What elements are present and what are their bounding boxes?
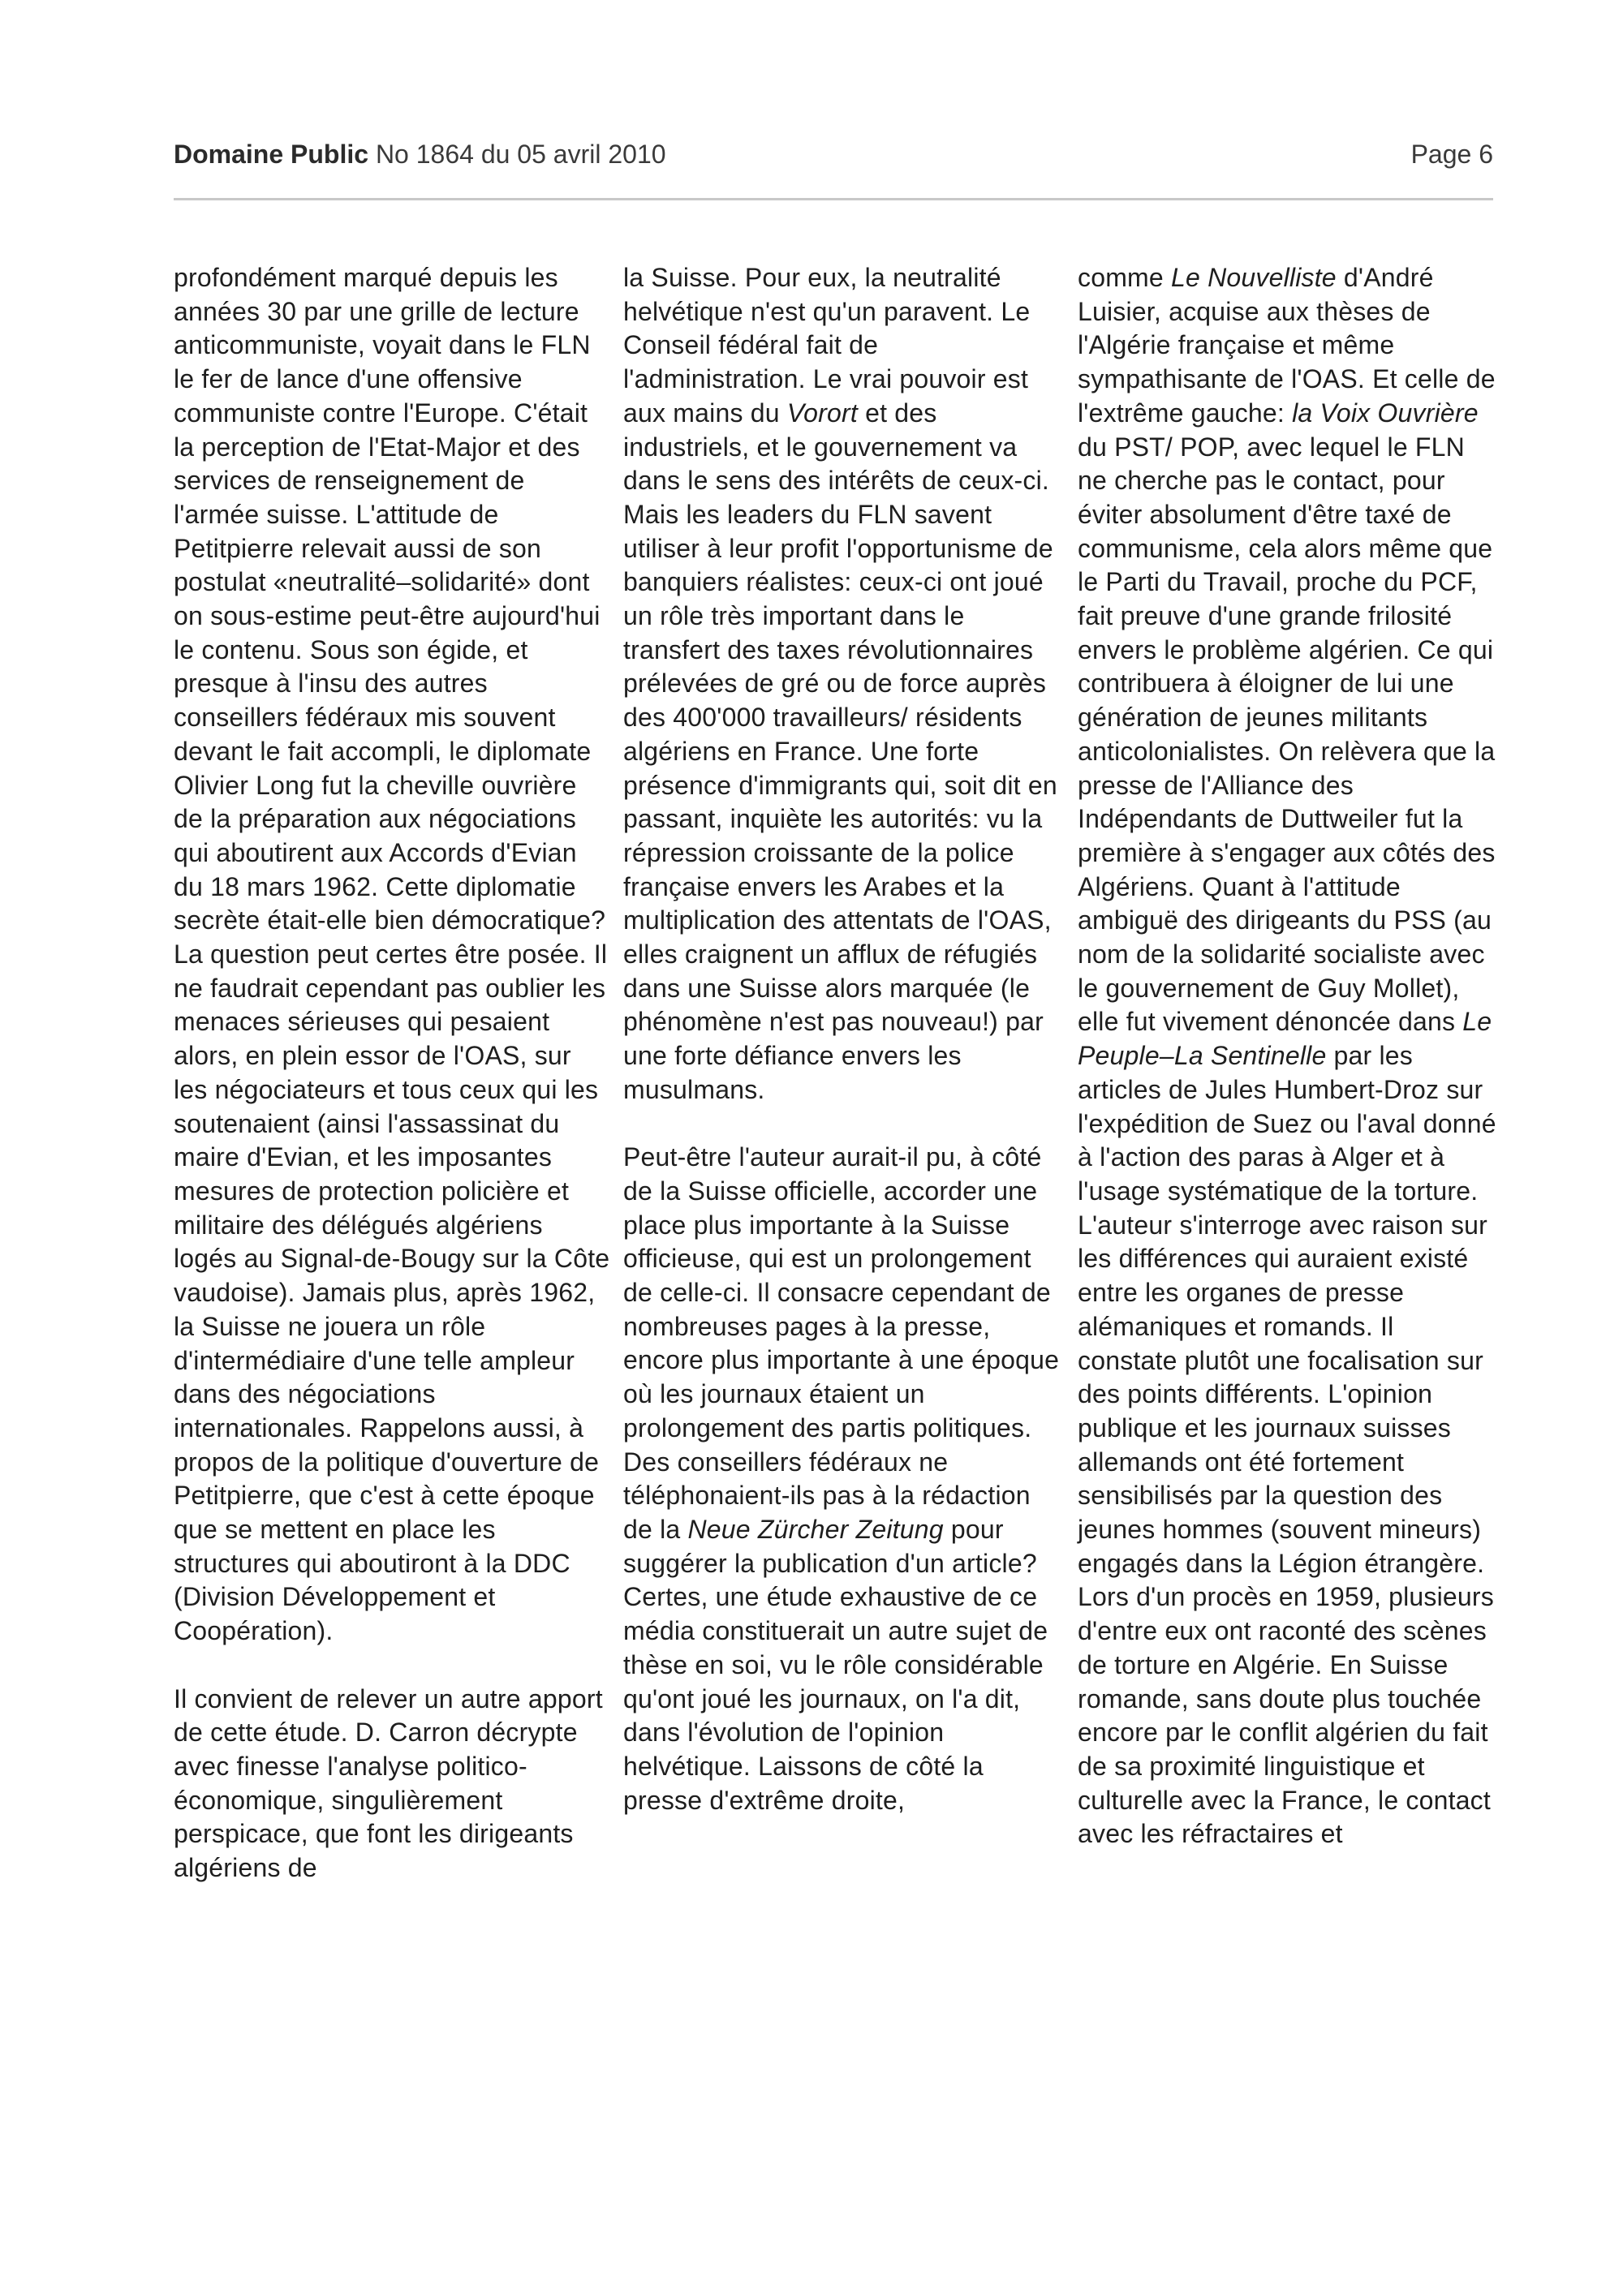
page-number: Page 6 (1410, 140, 1493, 169)
issue-info: No 1864 du 05 avril 2010 (375, 140, 666, 169)
page-header (174, 135, 1493, 174)
text-segment: et des industriels, et le gouvernement va dans le sens des intérêts de ceux-ci. Mais les leaders du FLN savent utiliser à leur profit l'opportunisme de banquiers réalistes: ceux-ci ont joué un rôle très important dans le transfert des taxes révolutionnaires prélevées de gré ou de force auprès des 400'000 travailleurs/ résidents algériens en France. Une forte présence d'immigrants qui, soit dit en passant, inquiète les autorités: vu la répression croissante de la police française envers les Arabes et la multiplication des attentats de l'OAS, elles craignent un afflux de réfugiés dans une Suisse alors marquée (le phénomène n'est pas nouveau!) par une forte défiance envers les musulmans. (623, 398, 1057, 1104)
text-segment: Il convient de relever un autre apport de cette étude. D. Carron décrypte avec finesse l'analyse politico-économique, singulièrement perspicace, que font les dirigeants algériens de (174, 1683, 603, 1883)
text-segment: d'André Luisier, acquise aux thèses de l'Algérie française et même sympathisante de l'OAS. Et celle de l'extrême gauche: (1078, 263, 1496, 428)
text-segment: du PST/ POP, avec lequel le FLN ne cherche pas le contact, pour éviter absolument d'être taxé de communisme, cela alors même que le Parti du Travail, proche du PCF, fait preuve d'une grande frilosité envers le problème algérien. Ce qui contribuera à éloigner de lui une génération de jeunes militants anticolonialistes. On relèvera que la presse de l'Alliance des Indépendants de Duttweiler fut la première à s'engager aux côtés des Algériens. Quant à l'attitude ambiguë des dirigeants du PSS (au nom de la solidarité socialiste avec le gouvernement de Guy Mollet), elle fut vivement dénoncée dans (1078, 432, 1496, 1037)
article-paragraph (174, 261, 612, 1649)
italic-title: Vorort (786, 398, 858, 428)
publication-name: Domaine Public (174, 140, 369, 169)
article-column-1 (174, 261, 612, 1885)
italic-title: la Voix Ouvrière (1292, 398, 1479, 428)
article-paragraph (1078, 261, 1500, 1851)
article-paragraph (623, 1141, 1061, 1817)
italic-title: Neue Zürcher Zeitung (687, 1515, 944, 1544)
article-column-2 (623, 261, 1061, 1817)
text-segment: Peut-être l'auteur aurait-il pu, à côté de la Suisse officielle, accorder une place plus importante à la Suisse officieuse, qui est un prolongement de celle-ci. Il consacre cependant de nombreuses pages à la presse, encore plus importante à une époque où les journaux étaient un prolongement des partis politiques. Des conseillers fédéraux ne téléphonaient-ils pas à la rédaction de la (623, 1142, 1060, 1544)
header-divider (174, 198, 1493, 200)
article-paragraph (623, 261, 1061, 1107)
article-paragraph (174, 1683, 612, 1885)
article-column-3 (1078, 261, 1500, 1851)
text-segment: pour suggérer la publication d'un article? Certes, une étude exhaustive de ce média constituerait un autre sujet de thèse en soi, vu le rôle considérable qu'ont joué les journaux, on l'a dit, dans l'évolution de l'opinion helvétique. Laissons de côté la presse d'extrême droite, (623, 1515, 1048, 1815)
italic-title: Le Peuple–La Sentinelle (1078, 1007, 1492, 1071)
text-segment: profondément marqué depuis les années 30 par une grille de lecture anticommuniste, voyait dans le FLN le fer de lance d'une offensive communiste contre l'Europe. C'était la perception de l'Etat-Major et des services de renseignement de l'armée suisse. L'attitude de Petitpierre relevait aussi de son postulat «neutralité–solidarité» dont on sous-estime peut-être aujourd'hui le contenu. Sous son égide, et presque à l'insu des autres conseillers fédéraux mis souvent devant le fait accompli, le diplomate Olivier Long fut la cheville ouvrière de la préparation aux négociations qui aboutirent aux Accords d'Evian du 18 mars 1962. Cette diplomatie secrète était-elle bien démocratique? La question peut certes être posée. Il ne faudrait cependant pas oublier les menaces sérieuses qui pesaient alors, en plein essor de l'OAS, sur les négociateurs et tous ceux qui les soutenaient (ainsi l'assassinat du maire d'Evian, et les imposantes mesures de protection policière et militaire des délégués algériens logés au Signal-de-Bougy sur la Côte vaudoise). Jamais plus, après 1962, la Suisse ne jouera un rôle d'intermédiaire d'une telle ampleur dans des négociations internationales. Rappelons aussi, à propos de la politique d'ouverture de Petitpierre, que c'est à cette époque que se mettent en place les structures qui aboutiront à la DDC (Division Développement et Coopération). (174, 263, 610, 1646)
text-segment: la Suisse. Pour eux, la neutralité helvétique n'est qu'un paravent. Le Conseil fédéral fait de l'administration. Le vrai pouvoir est aux mains du (623, 263, 1031, 428)
text-segment: par les articles de Jules Humbert-Droz sur l'expédition de Suez ou l'aval donné à l'action des paras à Alger et à l'usage systématique de la torture. L'auteur s'interroge avec raison sur les différences qui auraient existé entre les organes de presse alémaniques et romands. Il constate plutôt une focalisation sur des points différents. L'opinion publique et les journaux suisses allemands ont été fortement sensibilisés par la question des jeunes hommes (souvent mineurs) engagés dans la Légion étrangère. Lors d'un procès en 1959, plusieurs d'entre eux ont raconté des scènes de torture en Algérie. En Suisse romande, sans doute plus touchée encore par le conflit algérien du fait de sa proximité linguistique et culturelle avec la France, le contact avec les réfractaires et (1078, 1041, 1496, 1849)
italic-title: Le Nouvelliste (1171, 263, 1337, 292)
text-segment: comme (1078, 263, 1171, 292)
